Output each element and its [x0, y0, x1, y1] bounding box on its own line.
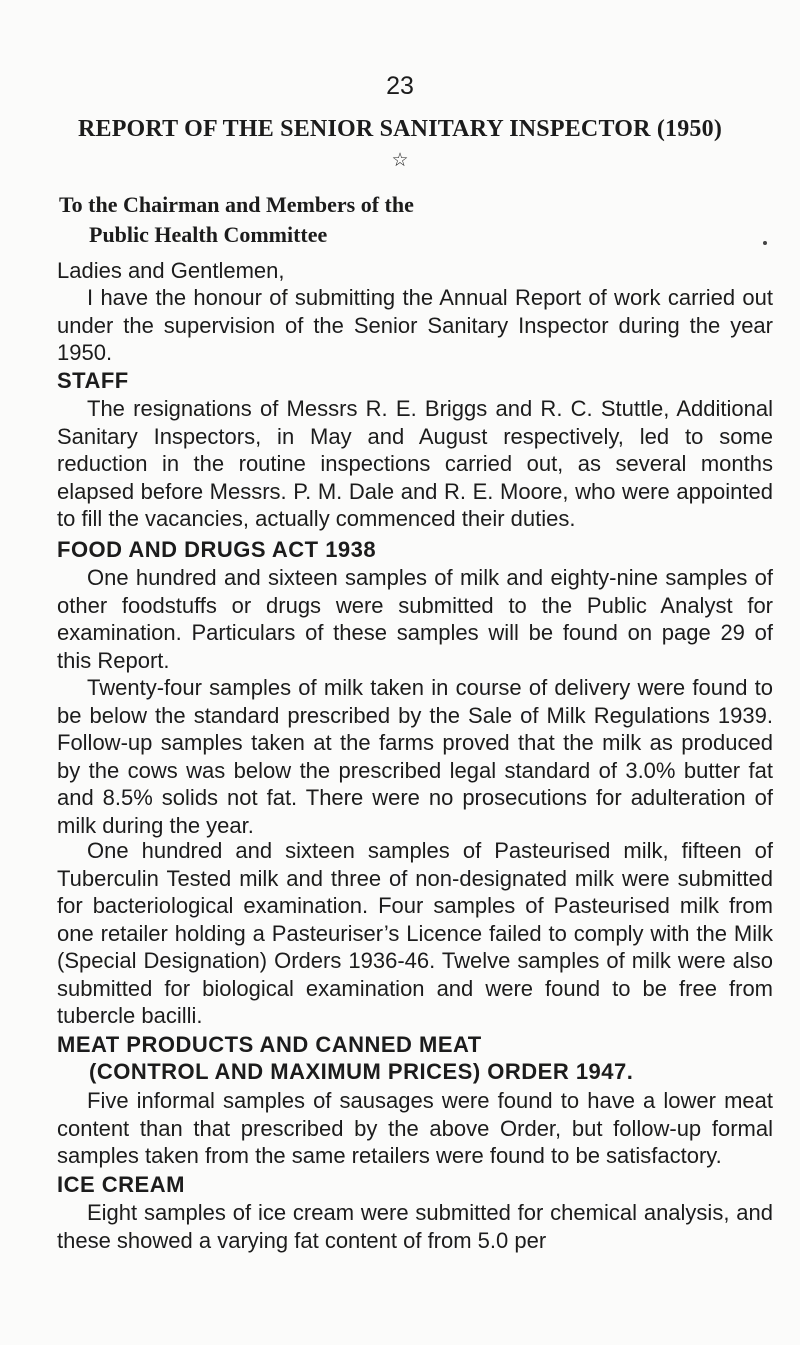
meat-products-paragraph: Five informal samples of sausages were found to have a lower meat content than that prescribed by the above Order, but follow-up formal samples taken from the same retailers were found to be satisfactory. [57, 1088, 773, 1168]
food-drugs-paragraph-2: Twenty-four samples of milk taken in course of delivery were found to be below the standard prescribed by the Sale of Milk Regulations 1939. Follow-up samples taken at the farms proved that the milk as produced by the cows was below the prescribed legal standard of 3.0% butter fat and 8.5% solids not fat. There were no prosecutions for adulteration of milk during the year. [57, 675, 773, 838]
food-drugs-paragraph-3: One hundred and sixteen samples of Pasteurised milk, fifteen of Tuberculin Tested milk and three of non-designated milk were submitted for bacteriological examination. Four samples of Pasteurised milk from one retailer holding a Pasteuriser’s Licence failed to comply with the Milk (Special Designation) Orders 1936-46. Twelve samples of milk were also submitted for biological examination and were found to be free from tubercle bacilli. [57, 838, 773, 1028]
food-drugs-paragraph-1: One hundred and sixteen samples of milk and eighty-nine samples of other foodstuffs or drugs were submitted to the Public Analyst for examination. Particulars of these samples will be found on page 29 of this Report. [57, 565, 773, 673]
page-number: 23 [386, 72, 414, 100]
intro-paragraph: I have the honour of submitting the Annual Report of work carried out under the supervision of the Senior Sanitary Inspector during the year 1950. [57, 285, 773, 365]
addressee-block [59, 190, 414, 250]
ice-cream-paragraph: Eight samples of ice cream were submitted for chemical analysis, and these showed a varying fat content of from 5.0 per [57, 1200, 773, 1253]
food-drugs-heading: FOOD AND DRUGS ACT 1938 [57, 537, 377, 562]
meat-products-subheading: (CONTROL AND MAXIMUM PRICES) ORDER 1947. [89, 1059, 634, 1084]
staff-paragraph: The resignations of Messrs R. E. Briggs and R. C. Stuttle, Additional Sanitary Inspectors, in May and August respectively, led to some reduction in the routine inspections carried out, as several months elapsed before Messrs. P. M. Dale and R. E. Moore, who were appointed to fill the vacancies, actually commenced their duties. [57, 396, 773, 531]
salutation: Ladies and Gentlemen, [57, 258, 285, 283]
report-title: REPORT OF THE SENIOR SANITARY INSPECTOR (1950) [77, 116, 723, 142]
stray-mark [763, 241, 767, 245]
addressee-line-1: To the Chairman and Members of the [59, 192, 414, 217]
ice-cream-heading: ICE CREAM [57, 1172, 185, 1197]
star-ornament-icon: ☆ [391, 150, 409, 171]
meat-products-heading: MEAT PRODUCTS AND CANNED MEAT [57, 1032, 482, 1057]
addressee-line-2: Public Health Committee [89, 222, 328, 247]
staff-heading: STAFF [57, 368, 129, 393]
